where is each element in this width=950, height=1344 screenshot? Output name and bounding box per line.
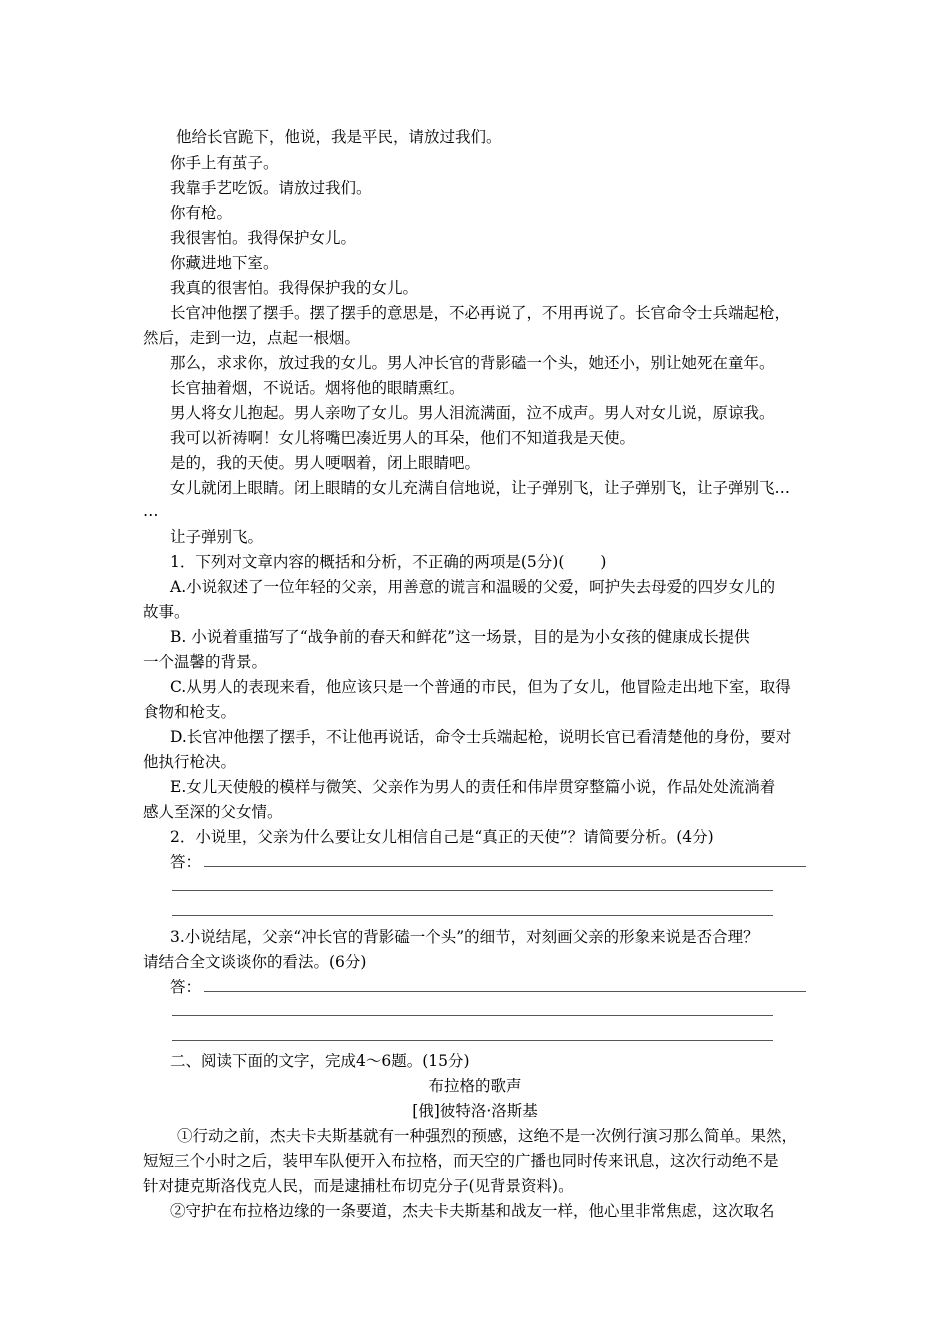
story-line-8: 长官冲他摆了摆手。摆了摆手的意思是，不必再说了，不用再说了。长官命令士兵端起枪， [170, 304, 791, 322]
q1-option-a: A.小说叙述了一位年轻的父亲，用善意的谎言和温暖的父爱，呵护失去母爱的四岁女儿的 [170, 578, 776, 596]
q1-stem-close: ) [600, 553, 607, 571]
q1-option-d: D.长官冲他摆了摆手，不让他再说话，命令士兵端起枪，说明长官已看清楚他的身份，要对 [170, 728, 792, 746]
article-title: 布拉格的歌声 [428, 1077, 522, 1095]
story-line-12: 男人将女儿抱起。男人亲吻了女儿。男人泪流满面，泣不成声。男人对女儿说，原谅我。 [170, 404, 775, 422]
story-line-16: … [143, 502, 159, 520]
story-line-13: 我可以祈祷啊！女儿将嘴巴凑近男人的耳朵，他们不知道我是天使。 [170, 429, 636, 447]
q3-stem-cont: 请结合全文谈谈你的看法。(6分) [143, 953, 367, 971]
article-p2-line-1: ②守护在布拉格边缘的一条要道，杰夫卡夫斯基和战友一样，他心里非常焦虑，这次取名 [170, 1202, 775, 1220]
story-line-9: 然后，走到一边，点起一根烟。 [143, 329, 361, 347]
q2-answer-line-2[interactable] [172, 890, 773, 891]
article-p1-line-1: ①行动之前，杰夫卡夫斯基就有一种强烈的预感，这绝不是一次例行演习那么简单。果然， [177, 1127, 798, 1145]
q3-answer-line-1[interactable] [204, 991, 806, 992]
article-p1-line-2: 短短三个小时之后，装甲车队便开入布拉格，而天空的广播也同时传来讯息，这次行动绝不是 [143, 1152, 779, 1170]
q3-answer-line-3[interactable] [172, 1040, 773, 1041]
story-line-4: 你有枪。 [170, 204, 233, 222]
section2-heading: 二、阅读下面的文字，完成4～6题。(15分) [170, 1052, 470, 1070]
story-line-14: 是的，我的天使。男人哽咽着，闭上眼睛吧。 [170, 454, 481, 472]
q2-stem: 2．小说里，父亲为什么要让女儿相信自己是“真正的天使”？请简要分析。(4分) [170, 828, 714, 846]
q1-option-b: B. 小说着重描写了“战争前的春天和鲜花”这一场景，目的是为小女孩的健康成长提供 [170, 628, 750, 646]
q1-stem-text: 1．下列对文章内容的概括和分析，不正确的两项是(5分)( [170, 553, 565, 571]
q3-answer-label: 答： [170, 978, 202, 996]
q1-option-e: E.女儿天使般的模样与微笑、父亲作为男人的责任和伟岸贯穿整篇小说，作品处处流淌着 [170, 778, 776, 796]
q2-answer-line-1[interactable] [204, 866, 806, 867]
q1-option-c: C.从男人的表现来看，他应该只是一个普通的市民，但为了女儿，他冒险走出地下室，取得 [170, 678, 791, 696]
story-line-7: 我真的很害怕。我得保护我的女儿。 [170, 279, 419, 297]
article-p1-line-3: 针对捷克斯洛伐克人民，而是逮捕杜布切克分子(见背景资料)。 [143, 1177, 574, 1195]
story-line-1: 他给长官跪下，他说，我是平民，请放过我们。 [176, 128, 502, 146]
story-line-11: 长官抽着烟，不说话。烟将他的眼睛熏红。 [170, 379, 465, 397]
article-author: [俄]彼特洛·洛斯基 [412, 1102, 538, 1120]
q1-stem [170, 549, 606, 575]
q1-option-d-cont: 他执行枪决。 [143, 753, 237, 771]
q1-option-a-cont: 故事。 [143, 603, 190, 621]
q3-answer-line-2[interactable] [172, 1015, 773, 1016]
q1-option-c-cont: 食物和枪支。 [143, 703, 237, 721]
story-line-17: 让子弹别飞。 [170, 528, 264, 546]
story-line-5: 我很害怕。我得保护女儿。 [170, 229, 357, 247]
q1-option-b-cont: 一个温馨的背景。 [143, 653, 268, 671]
story-line-3: 我靠手艺吃饭。请放过我们。 [170, 179, 372, 197]
q1-option-e-cont: 感人至深的父女情。 [143, 803, 283, 821]
story-line-15: 女儿就闭上眼睛。闭上眼睛的女儿充满自信地说，让子弹别飞，让子弹别飞，让子弹别飞… [170, 479, 791, 497]
story-line-10: 那么，求求你，放过我的女儿。男人冲长官的背影磕一个头，她还小，别让她死在童年。 [170, 354, 775, 372]
q2-answer-line-3[interactable] [172, 915, 773, 916]
q3-stem: 3.小说结尾，父亲“冲长官的背影磕一个头”的细节，对刻画父亲的形象来说是否合理？ [170, 928, 759, 946]
story-line-6: 你藏进地下室。 [170, 254, 279, 272]
q2-answer-label: 答： [170, 853, 202, 871]
story-line-2: 你手上有茧子。 [170, 154, 279, 172]
